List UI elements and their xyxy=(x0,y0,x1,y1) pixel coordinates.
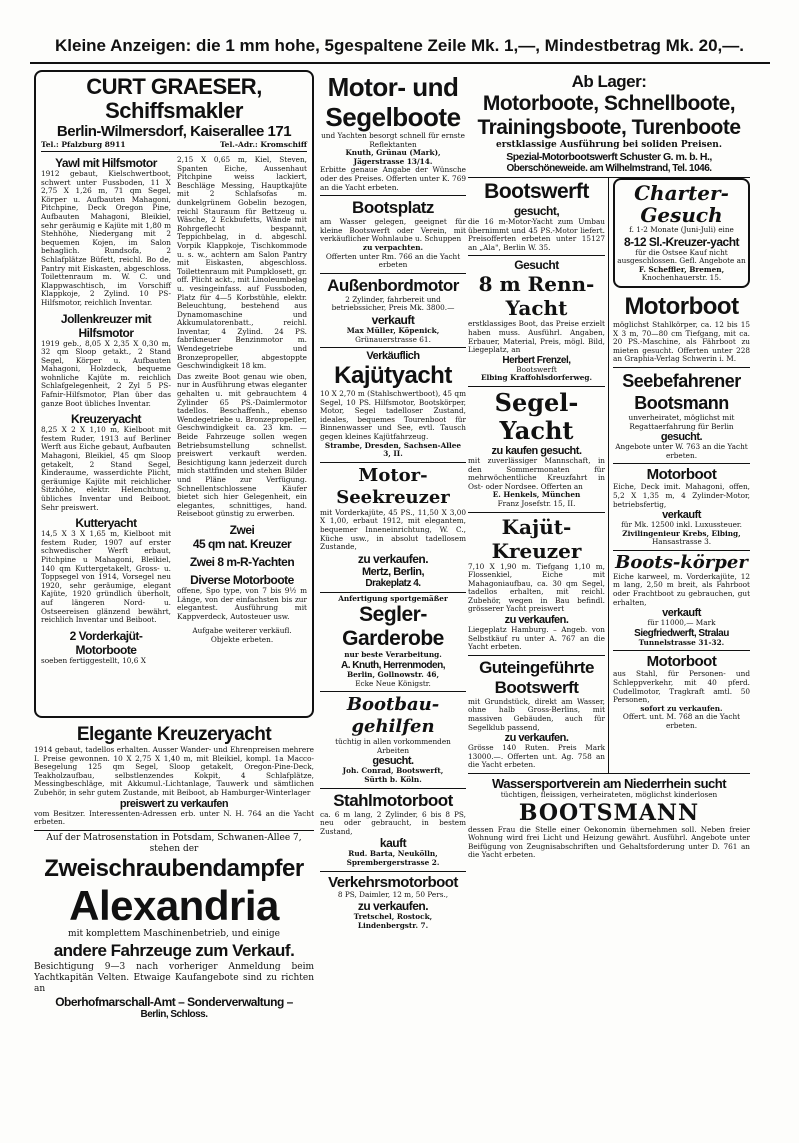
ad-heading: Diverse Motorboote xyxy=(190,572,294,587)
ad-title: Charter-Gesuch xyxy=(634,181,729,227)
ad-rennyacht xyxy=(468,256,605,387)
ad-text: Ecke Neue Königstr. xyxy=(355,678,431,688)
ad-text: 2 Zylinder, fahrbereit und betriebssicher, Preis Mk. 3800.— xyxy=(331,294,455,313)
ad-text: erstklassige Ausführung bei soliden Preisen. xyxy=(496,140,722,150)
ad-kajuetkreuzer xyxy=(468,513,605,656)
ad-elegante xyxy=(34,722,314,831)
ad-text: am Wasser gelegen, geeignet für kleine Bootswerft oder Verein, mit verkäuflicher Wohnlaube u. Schuppen xyxy=(320,217,466,244)
ad-text: Erbitte genaue Angabe der Wünsche oder des Preises. Offerten unter K. 769 an die Yacht erbeten. xyxy=(320,165,466,192)
ad-text: Bootswerft xyxy=(516,364,557,374)
ad-text: Oberschöneweide. am Wilhelmstrand, Tel. 1046. xyxy=(506,163,712,174)
ad-text: 2,15 X 0,65 m, Kiel, Steven, Spanten Eiche, Aussenhaut Pitchpine weiss lackiert, Beschläge Messing, Hauptkajüte mit 2 Schlafsofas m. dunkelgrünem Gobelin bezogen, reichl Stauraum für Bettzeug u. Wäsche, 2 Eckbufetts, Wände mit Rohrgeflecht bespannt, Teppichbelag, in d. abgeschl. Vorpik Klappkoje, Tischkommode u. s. w., achtern am Salon Pantry mit Eiskasten, abgeschloss. Toilettenraum mit Pumpklosett, gr. off. Plicht ackt., mit Linoleumbelag u. vesingeinfass. auf Fussboden, Platz für 4—5 Korbstühle, elektr. Beleuchtung, bestehend aus Dynamomaschine und Akkumulatorenbatt., reichl. Inventar, 4 Zylind. 24 PS. fabrikneuer Benzinmotor m. Wendegetriebe und Bronzepropeller, abgestoppte Geschwindigkeit 18 km. xyxy=(177,155,307,371)
ad-text: Mertz, Berlin, xyxy=(361,565,425,578)
ad-text: die 16 m-Motor-Yacht zum Umbau übernimmt und 45 PS.-Motor liefert. Preisofferten erbeten unter 15127 an „Ala", Berlin W. 35. xyxy=(468,217,605,252)
ad-heading: zu verkaufen. xyxy=(504,732,569,745)
ad-text: E. Henkels, München xyxy=(492,490,581,500)
ad-text: Joh. Conrad, Bootswerft, xyxy=(342,766,444,776)
ad-heading: Zwei 8 m-R-Yachten xyxy=(189,554,295,569)
ad-text: Berlin, Schloss. xyxy=(140,1008,208,1020)
ad-text: 1912 gebaut, Kielschwertboot, schwert unter Fussboden, 11 X 2,75 X 1,26 m, 71 qm Segel, Körper u. Aufbauten Mahagoni, Pitchpine, Deck Oregon Pine, Aufbauten Mahagoni, Bleikiel, sehr geräumig e Kajüte mit 1,80 m Stehhöhe, Niedergang mit 2 bequemen Kojen, im Salon behaglich. Rundsofa, 2 Schlafplätze Büfett, reichl. Bo de, Pantry mit Eiskasten, abgeschloss. Toilettenraum m. W. C. und Klappwaschtisch, im Vorschiff Klappkoje, 2 Zylind. 10 PS-Hilfsmotor, reichlich Inventar. xyxy=(41,169,171,307)
ad-guteingefuehrte xyxy=(468,656,605,773)
ad-text: für die Ostsee Kauf nicht ausgeschlossen. Gefl. Angebote an xyxy=(617,247,746,266)
ad-text: Eiche, Deck imit. Mahagoni, offen, 5,2 X 1,35 m, 4 Zylinder-Motor, betriebsfertig, xyxy=(613,482,750,509)
ad-title: Guteingeführte Bootswerft xyxy=(479,657,594,697)
ad-text: und Yachten besorgt schnell für ernste Reflektanten xyxy=(321,131,465,149)
ad-text: Aufgabe weiterer verkäufl. Objekte erbeten. xyxy=(192,626,292,644)
ad-text: Tunnelstrasse 31-32. xyxy=(638,637,725,647)
ad-text: Franz Josefstr. 15, II. xyxy=(497,498,576,508)
ad-text: Sürth b. Köln. xyxy=(364,774,422,784)
ad-bootsplatz xyxy=(320,196,466,274)
ad-text: offene, Spo type, von 7 bis 9½ m Länge, von der einfachsten bis zur elegantest. Ausführung mit Kappverdeck, Autosteuer usw. xyxy=(177,585,307,621)
ad-text: Spezial-Motorbootswerft Schuster G. m. b. H., xyxy=(506,151,712,163)
ad-bootbaugehilfen xyxy=(320,692,466,788)
ad-text: 10 X 2,70 m (Stahlschwertboot), 45 qm Segel, 10 PS. Hilfsmotor, Bootskörper, Motor, Segel tadelloser Zustand, ideales, bequemes Tourenboot für Binnenwasser und See, evtl. Tausch gegen kleines Kajütfahrzeug. xyxy=(320,389,466,442)
ad-heading: 45 qm nat. Kreuzer xyxy=(192,536,292,551)
ad-text: mit Grundstück, direkt am Wasser, ohne halb Gross-Berlins, mit massiven Gebäuden, auch für Segelklub passend, xyxy=(468,696,605,732)
ad-text: Berlin, Gollnowstr. 46, xyxy=(346,670,440,679)
ad-heading: 2 Vorderkajüt-Motorboote xyxy=(69,628,143,657)
ad-text: A. Knuth, Herrenmoden, xyxy=(340,660,445,671)
ad-text: für Mk. 12500 inkl. Luxussteuer. xyxy=(621,520,742,530)
ad-lager xyxy=(468,70,750,178)
ad-text: Rud. Barta, Neukölln, xyxy=(348,849,438,859)
ad-heading: andere Fahrzeuge zum Verkauf. xyxy=(53,940,295,960)
ad-alexandria xyxy=(34,831,314,1023)
ad-text: Lindenbergstr. 7. xyxy=(357,920,429,930)
ad-text: unverheiratet, möglichst mit Regattaerfahrung für Berlin xyxy=(628,412,735,431)
ad-text: Grösse 140 Ruten. Preis Mark 13000.—. Offerten unt. Ag. 758 an die Yacht erbeten. xyxy=(468,743,605,770)
ad-title: Boots-körper xyxy=(615,551,748,573)
ad-title: Kajüt-Kreuzer xyxy=(491,514,582,563)
ad-heading: verkauft xyxy=(662,509,701,522)
ad-teladr: Tel.-Adr.: Kromschiff xyxy=(219,140,307,149)
ad-text: Drakeplatz 4. xyxy=(365,577,421,589)
ad-text: 7,10 X 1,90 m. Tiefgang 1,10 m, Flossenkiel, Eiche mit Mahagoniaufbau, ca. 30 qm Segel, tadellos erhalten, mit reichl. Zubehör, wegen in Bau befindl. grösserer Yacht preiswert xyxy=(468,561,605,614)
column-middle xyxy=(320,70,466,1110)
ad-text: tüchtig in allen vorkommenden Arbeiten xyxy=(335,737,451,755)
ad-title: Elegante Kreuzeryacht xyxy=(76,724,272,745)
ad-title: Außenbordmotor xyxy=(327,275,459,295)
ad-segelyacht xyxy=(468,387,605,513)
ad-heading: Verkäuflich xyxy=(366,350,420,363)
ad-text: aus Stahl, für Personen- und Schleppverkehr, mit 40 pferd. Cudellmotor, Tragkraft amtl. 50 Personen, xyxy=(613,669,750,705)
ad-verkehrsmotorboot xyxy=(320,872,466,934)
ad-heading: gesucht, xyxy=(513,204,560,218)
ad-text: 14,5 X 3 X 1,65 m, Kielboot mit festem Ruder, 1907 auf erster schwedischer Werft erbaut, Pitchpine u Mahagoni, Bleikiel, 140 qm Kuttergetakelt, Gross- u. Toppsegel von 1914, Vorsegel neu 1920, sehr geräumige, elegant Kajüte, 1920 gründlich überholt, auf längeren Nord- u. Ostseereisen glänzend bewährt, reichlich Inventar und Beiboot. xyxy=(41,529,171,625)
ad-heading: Zweischraubendampfer xyxy=(44,854,304,882)
ad-title: BOOTSMANN xyxy=(518,799,700,826)
column-left xyxy=(34,70,314,1110)
ad-heading: Kutteryacht xyxy=(75,516,137,531)
ad-motorboot-eiche xyxy=(613,464,750,551)
ad-text: Angebote unter W. 763 an die Yacht erbeten. xyxy=(615,442,748,460)
ad-text: f. 1-2 Monate (Juni-Juli) eine xyxy=(629,225,734,234)
ad-title: Motor- und Segelboote xyxy=(325,72,461,132)
ad-text: Anfertigung sportgemäßer xyxy=(338,593,448,603)
ad-text: Liegeplatz Hamburg. – Angeb. von Selbstkäuf ru unter A. 767 an die Yacht erbeten. xyxy=(468,625,605,652)
ad-title: Alexandria xyxy=(69,881,279,929)
ad-text: sofort zu verkaufen. xyxy=(640,703,723,713)
ad-title: Segler-Garderobe xyxy=(342,603,444,651)
ad-heading: zu kaufen gesucht. xyxy=(491,444,582,457)
ad-text: Knuth, Grünau (Mark), Jägerstrasse 13/14. xyxy=(345,148,441,166)
ad-title: Trainingsboote, Turenboote xyxy=(477,116,741,139)
ad-segler-garderobe xyxy=(320,593,466,692)
ad-title: Segel-Yacht xyxy=(494,387,579,445)
ad-heading: verkauft xyxy=(662,607,701,620)
ad-wassersportverein xyxy=(468,773,750,863)
ad-text: nur beste Verarbeitung. xyxy=(344,650,442,660)
ad-text: Tretschel, Rostock, xyxy=(353,912,433,922)
ad-text: möglichst Stahlkörper, ca. 12 bis 15 X 3 m, 70—80 cm Tiefgang, mit ca. 20 PS.-Maschine, als Fährboot zu mieten gesucht. Offerten unter 228 an Graphia-Verlag Schwerin i. M. xyxy=(613,319,750,364)
ad-title: Bootswerft xyxy=(484,180,589,203)
ad-text: Zivilingenieur Krebs, Elbing, xyxy=(622,528,741,538)
ad-text: Offerten unter Rm. 766 an die Yacht erbeten xyxy=(325,251,461,270)
ad-title: Motorboot xyxy=(646,653,717,671)
ad-heading: zu verkaufen. xyxy=(504,614,569,627)
ad-text: mit zuverlässiger Mannschaft, in den Sommermonaten für mehrwöchentliche Kreuzfahrt in Ost- oder Nordsee. Offerten an xyxy=(468,455,605,491)
ad-charter-gesuch xyxy=(613,178,750,288)
ad-text: soeben fertiggestellt, 10,6 X xyxy=(41,655,146,665)
ad-text: Knochenhauerstr. 15. xyxy=(641,273,722,283)
ad-bootskoerper xyxy=(613,551,750,652)
ad-heading: preiswert zu verkaufen xyxy=(119,797,229,810)
ad-heading: Ab Lager: xyxy=(571,72,647,91)
header-rule xyxy=(30,62,770,64)
ad-title: Verkehrsmotorboot xyxy=(328,873,458,891)
ad-text: ca. 6 m lang, 2 Zylinder, 6 bis 8 PS, neu oder gebraucht, in bestem Zustand, xyxy=(320,809,466,836)
ad-text: vom Besitzer. Interessenten-Adressen erb. unter N. H. 764 an die Yacht erbeten. xyxy=(34,808,314,827)
ad-text: Eiche karweel, m. Vorderkajüte, 12 m lang, 2,50 m breit, als Fahrboot oder Frachtboot zu gebrauchen, gut erhalten, xyxy=(613,571,750,607)
ad-text: Grünauerstrasse 61. xyxy=(355,334,431,344)
ad-motorboot-stahl xyxy=(613,651,750,733)
ad-text: dessen Frau die Stelle einer Oekonomin übernehmen soll. Neben freier Wohnung wird frei Licht und Heizung gewährt. Ausführl. Angebote unter Beifügung von Zeugnisabschriften und Gehaltsforderung unter D. 761 an die Yacht erbeten. xyxy=(468,824,750,860)
ad-title: Stahlmotorboot xyxy=(333,790,453,810)
ad-kajuetyacht xyxy=(320,348,466,463)
ad-heading: Oberhofmarschall-Amt – Sonderverwaltung – xyxy=(55,994,293,1009)
ad-heading: kauft xyxy=(379,836,407,851)
ad-heading: zu verkaufen. xyxy=(357,551,429,566)
ad-title: Seebefahrener Bootsmann xyxy=(622,370,741,413)
ad-text: Auf der Matrosenstation in Potsdam, Schwanen-Allee 7, stehen der xyxy=(46,832,302,854)
ad-title: Bootbau-gehilfen xyxy=(346,694,440,738)
ad-bootsmann xyxy=(613,368,750,464)
ad-seekreuzer xyxy=(320,463,466,593)
ad-text: F. Scheffler, Bremen, xyxy=(638,264,725,274)
ad-heading: Wassersportverein am Niederrhein sucht xyxy=(491,776,727,791)
ad-text: Hansastrasse 3. xyxy=(651,537,712,547)
ad-text: Elbing Kraffohlsdorferweg. xyxy=(480,373,593,383)
ad-text: Das zweite Boot genau wie oben, nur in Ausführung etwas eleganter gehalten u. mit gebrauchtem 4 Zylinder 65 PS.-Daimlermotor tadellos. Beschaffenh., ebenso Wendegetriebe u. Bronzepropeller, Geschwindigkeit ca. 23 km. — Beide Fahrzeuge sollen wegen Betriebsumstellung schnellst. preiswert verkauft werden. Besichtigung kann jederzeit durch mich stattfinden und stehen Bilder und Pläne zur Verfügung. Schnellentschlossene Käufer bietet sich hier Gelegenheit, ein elegantes, schnittiges, hand. Reiseboot günstig zu erwerben. xyxy=(177,371,307,519)
page-header: Kleine Anzeigen: die 1 mm hohe, 5gespaltene Zeile Mk. 1,—, Mindestbetrag Mk. 20,—. xyxy=(55,36,744,55)
ad-text: Herbert Frenzel, xyxy=(502,354,571,366)
ad-title: Motorboote, Schnellboote, xyxy=(482,92,736,115)
ad-motorboot-fahrboot xyxy=(613,291,750,368)
ad-heading: 8-12 Sl.-Kreuzer-yacht xyxy=(623,234,740,249)
ad-bootswerft-gesucht xyxy=(468,178,605,256)
ad-text: 8 PS, Daimler, 12 m, 50 Pers., xyxy=(337,889,449,899)
ad-text: Sprembergerstrasse 2. xyxy=(346,857,440,867)
ad-heading: gesucht. xyxy=(372,755,414,768)
ad-text: erstklassiges Boot, das Preise erzielt haben muss. Ausführl. Angaben, Erbauer, Material, Preis, mögl. Bild, Liegeplatz, an xyxy=(468,319,605,355)
ad-title: Motor-Seekreuzer xyxy=(336,464,450,508)
ad-text: mit komplettem Maschinenbetrieb, und einige xyxy=(68,928,280,939)
ad-text: zu verpachten. xyxy=(362,242,424,252)
ad-title: 8 m Renn-Yacht xyxy=(478,272,595,321)
ad-address: Berlin-Wilmersdorf, Kaiserallee 171 xyxy=(56,123,292,140)
ad-tel: Tel.: Pfalzburg 8911 xyxy=(41,140,126,149)
ad-title: Motorboot xyxy=(624,292,739,320)
ad-motor-segelboote xyxy=(320,70,466,196)
ad-graeser xyxy=(34,70,314,718)
column-right xyxy=(468,70,750,1110)
ad-text: tüchtigen, fleissigen, verheirateten, möglichst kinderlosen xyxy=(500,790,718,799)
ad-title: Motorboot xyxy=(646,466,717,484)
ad-stahlmotorboot xyxy=(320,789,466,872)
ad-aussenbordmotor xyxy=(320,274,466,348)
ad-heading: zu verkaufen. xyxy=(357,899,429,914)
ad-text: Besichtigung 9—3 nach vorheriger Anmeldung beim Yachtkapitän Velten. Etwaige Kaufangebote sind zu richten an xyxy=(34,961,314,994)
ad-text: 8,25 X 2 X 1,10 m, Kielboot mit festem Ruder, 1913 auf Berliner Werft aus Eiche gebaut, Aufbauten Mahagoni, Bleikiel, 45 qm Sloop getakelt, 2 Stand Segel, Kinderaume, wasserdichte Plicht, geräumige Kajüte mit reichlicher Sitzhöhe, elektr. Helenchtung, übliches Inventar und Beiboot. Sehr preiswert. xyxy=(41,425,171,512)
ad-heading: gesucht. xyxy=(660,431,703,444)
ad-heading: Zwei xyxy=(229,522,255,537)
ad-text: Siegfriedwerft, Stralau xyxy=(634,627,729,639)
ad-text: mit Vorderkajüte, 45 PS., 11,50 X 3,00 X 1,00, erbaut 1912, mit elegantem, bequemer Inneneinrichtung, W. C., Küche usw., in absolut tadellosem Zustande, xyxy=(320,507,466,552)
ad-text: Offert. unt. M. 768 an die Yacht erbeten. xyxy=(622,712,741,730)
ad-heading: Yawl mit Hilfsmotor xyxy=(55,156,157,170)
ad-title: Kajütyacht xyxy=(334,362,452,390)
ad-heading: Kreuzeryacht xyxy=(70,412,142,427)
ad-heading: verkauft xyxy=(371,312,415,327)
ad-text: 1919 geb., 8,05 X 2,35 X 0,30 m, 32 qm Sloop getakt., 2 Stand Segel, Körper u. Aufbauten Mahagoni, Holzdeck, bequeme wohnliche Kajüte m. reichlich Schlafgelegenheit, 2 Zyl 5 PS-Fafnir-Hilfsmotor, Plan über das ganze Boot übliches Inventar. xyxy=(41,338,171,408)
ad-title: CURT GRAESER, Schiffsmakler xyxy=(86,74,262,123)
ad-text: 1914 gebaut, tadellos erhalten. Ausser Wander- und Ehrenpreisen mehrere I. Preise gewonnen. 10 X 2,75 X 1,40 m, mit Bleikiel, kompl. 1a Macco-Besegelung 125 qm Segel, Sloop getakelt, Oregon-Pine-Deck, Teakholzaufbau, selbstlenzendes Kokpit, 4 Schlafplätze, Messingbeschläge, mit Akkumul.-Lichtanlage, Tauwerk und sämtlichen Zubehör, in sehr gutem Zustande, mit Beiboot, ab Hamburger-Winterlager xyxy=(34,745,314,797)
ad-text: Max Müller, Köpenick, xyxy=(346,325,440,335)
ad-heading: Gesucht xyxy=(514,258,559,273)
ad-text: Strambe, Dresden, Sachsen-Allee 3, II. xyxy=(324,440,462,459)
ad-text: für 11000,— Mark xyxy=(647,618,716,628)
ad-heading: Jollenkreuzer mit Hilfsmotor xyxy=(60,311,152,340)
ad-title: Bootsplatz xyxy=(352,198,434,218)
